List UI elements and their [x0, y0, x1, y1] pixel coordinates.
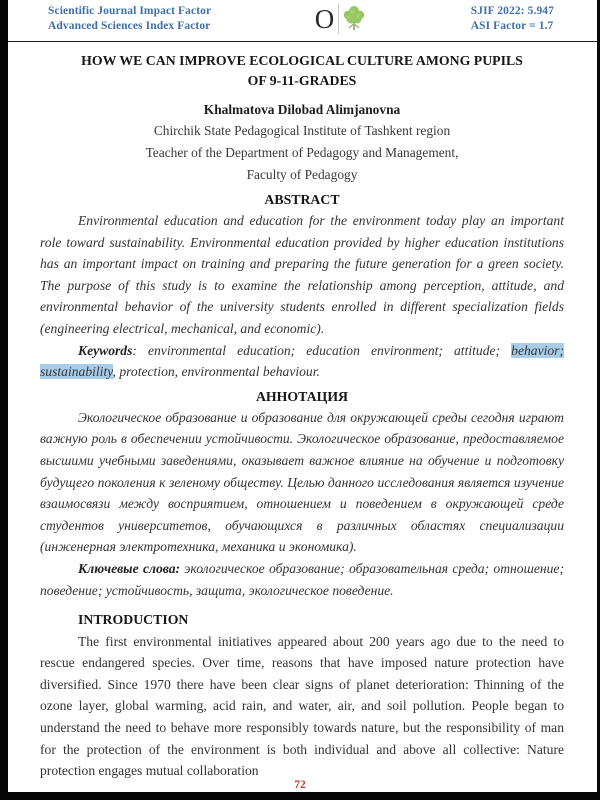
affiliation-faculty: Faculty of Pedagogy — [246, 167, 358, 182]
annotation-paragraph: Экологическое образование и образование для окружающей среды сегодня играют важную роль в обеспечении устойчивости. Экологическое образование, предоставляемое высшими учебными заведениями, оказывает важное влияние на обучение и подготовку будущего поколения к зеленому обществу. Целью данного исследования является изучение взаимосвязи между восприятием, отношением и поведением в окружающей среде студентов университетов, обучающихся в различных областях специализации (инженерная электротехника, механика и экономика). — [40, 409, 564, 555]
keywords-highlight-behavior: behavior; — [511, 342, 564, 358]
journal-header — [0, 0, 600, 38]
tree-icon — [341, 4, 367, 39]
affiliation-institute: Chirchik State Pedagogical Institute of Tashkent region — [153, 123, 451, 138]
affiliation-position: Teacher of the Department of Pedagogy and Management, — [145, 145, 459, 160]
annotation-keywords-paragraph — [40, 558, 564, 601]
logo-divider — [338, 4, 339, 34]
sjif-block — [471, 4, 554, 34]
logo-letter-o: O — [314, 4, 335, 34]
impact-factor-block — [48, 4, 211, 34]
keywords-label: Keywords — [78, 342, 133, 358]
journal-logo — [315, 4, 368, 39]
keywords-paragraph — [40, 340, 564, 383]
impact-factor-line1: Scientific Journal Impact Factor — [48, 5, 212, 17]
article-title-line1: HOW WE CAN IMPROVE ECOLOGICAL CULTURE AMONG PUPILS — [81, 53, 523, 68]
annotation-keywords-label: Ключевые слова: — [78, 560, 181, 576]
scan-border-left — [0, 0, 8, 800]
author-name: Khalmatova Dilobad Alimjanovna — [203, 102, 401, 117]
header-divider-rule — [0, 41, 600, 42]
scan-border-bottom — [0, 792, 600, 800]
impact-factor-line2: Advanced Sciences Index Factor — [48, 20, 211, 32]
abstract-heading: ABSTRACT — [264, 192, 340, 207]
annotation-heading: АННОТАЦИЯ — [255, 388, 349, 404]
introduction-heading: INTRODUCTION — [78, 612, 189, 628]
keywords-text-pre: : environmental education; education environment; attitude; — [132, 342, 512, 358]
author-affiliation — [40, 120, 564, 186]
keywords-text-post: , protection, environmental behaviour. — [112, 364, 320, 380]
annotation-keywords-text: экологическое образование; образовательная среда; отношение; поведение; устойчивость, защита, экологическое поведение. — [40, 560, 564, 598]
article-title-line2: OF 9-11-GRADES — [247, 73, 357, 88]
page-number: 72 — [294, 779, 306, 791]
sjif-line: SJIF 2022: 5.947 — [470, 5, 554, 17]
keywords-highlight-sustainability: sustainability — [40, 364, 113, 380]
asi-factor-line: ASI Factor = 1.7 — [470, 20, 554, 32]
article-title — [40, 51, 564, 91]
introduction-paragraph: The first environmental initiatives appeared about 200 years ago due to the need to rescue endangered species. Over time, reasons that have imposed nature protection have diversified. Since 1970 there have been clear signs of planet deterioration: Thinning of the ozone layer, global warming, acid rain, and water, air, and soil pollution. People began to understand the need to behave more responsibly towards nature, but the responsibility of man for the protection of the environment is both individual and above all collective: Nature protection engages mutual collaboration — [40, 633, 564, 779]
abstract-paragraph: Environmental education and education for the environment today play an important role toward sustainability. Environmental education provided by higher education institutions has an important impact on training and preparing the future generation for a green society. The purpose of this study is to examine the relationship among perception, attitude, and environmental behavior of the university students enrolled in different specialization fields (engineering electrical, mechanical, and economic). — [40, 213, 564, 336]
article-body — [0, 51, 600, 782]
